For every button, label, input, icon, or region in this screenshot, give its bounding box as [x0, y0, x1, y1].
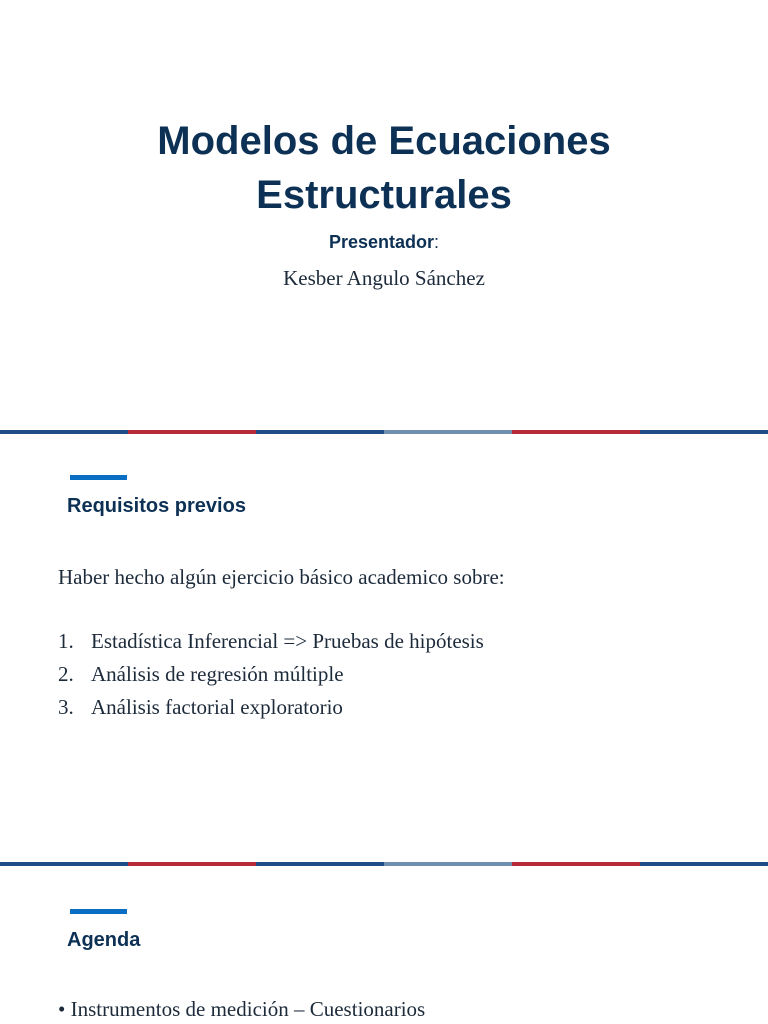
slide-divider — [0, 862, 768, 866]
divider-segment — [384, 862, 512, 866]
divider-segment — [128, 430, 256, 434]
list-item — [58, 695, 343, 720]
list-text: Estadística Inferencial => Pruebas de hipótesis — [91, 629, 484, 653]
divider-segment — [0, 862, 128, 866]
list-number: 1. — [58, 629, 74, 653]
title-slide — [0, 0, 768, 431]
list-text: Análisis factorial exploratorio — [91, 695, 343, 719]
title-line-1: Modelos de Ecuaciones — [157, 119, 611, 163]
presenter-colon: : — [434, 232, 440, 252]
divider-segment — [128, 862, 256, 866]
divider-segment — [256, 862, 384, 866]
requisitos-slide — [0, 435, 768, 863]
divider-segment — [640, 862, 768, 866]
divider-segment — [640, 430, 768, 434]
title-line-2: Estructurales — [256, 173, 512, 217]
presenter-name: Kesber Angulo Sánchez — [283, 266, 485, 290]
list-text: Análisis de regresión múltiple — [91, 662, 344, 686]
presenter-label: Presentador — [328, 232, 435, 252]
divider-segment — [256, 430, 384, 434]
slide-divider — [0, 430, 768, 434]
agenda-slide — [0, 867, 768, 1024]
presentation-title — [0, 114, 768, 222]
divider-segment — [512, 430, 640, 434]
bullet-item — [58, 997, 425, 1022]
heading-accent-bar — [70, 475, 127, 480]
divider-segment — [0, 430, 128, 434]
presenter-line — [0, 232, 768, 253]
list-number: 2. — [58, 662, 74, 686]
list-item — [58, 629, 484, 654]
bullet-marker: • — [58, 997, 66, 1021]
section-heading: Agenda — [67, 929, 141, 951]
bullet-text: Instrumentos de medición – Cuestionarios — [70, 997, 426, 1021]
list-number: 3. — [58, 695, 74, 719]
intro-text: Haber hecho algún ejercicio básico academico sobre: — [58, 565, 505, 589]
heading-accent-bar — [70, 909, 127, 914]
section-heading: Requisitos previos — [67, 495, 246, 517]
divider-segment — [384, 430, 512, 434]
divider-segment — [512, 862, 640, 866]
list-item — [58, 662, 344, 687]
